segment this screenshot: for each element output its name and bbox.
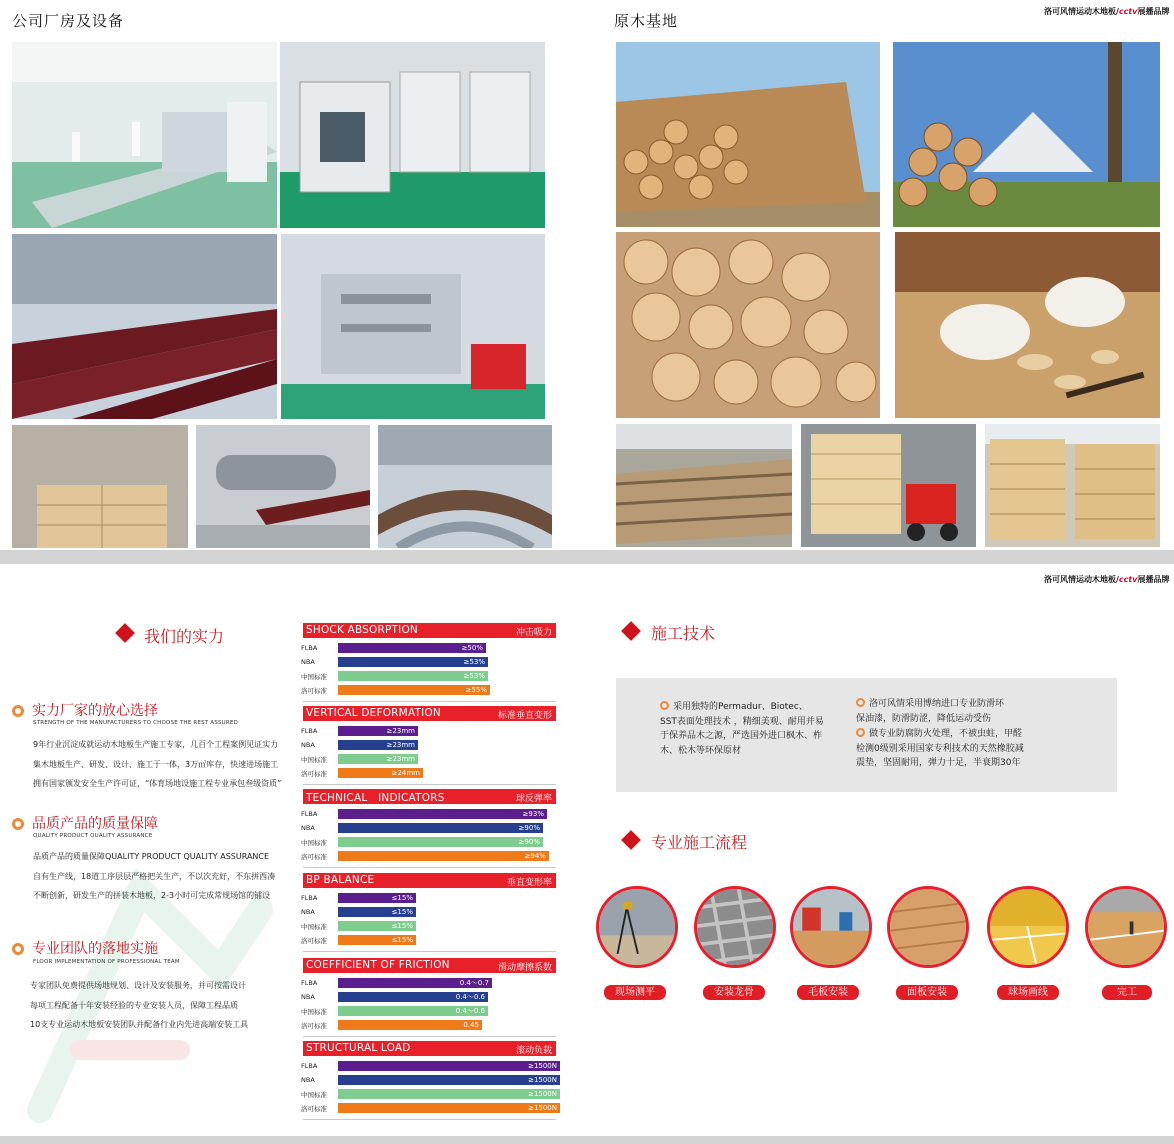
- indicator-bar-value: ≤15%: [391, 936, 413, 944]
- indicator-title-en: TECHNICAL INDICATORS: [306, 792, 445, 804]
- factory-photo-floor-boards: [12, 234, 277, 419]
- brand-tag: 展播品牌: [1137, 575, 1170, 584]
- indicator-bar-value: ≤15%: [391, 908, 413, 916]
- indicator-panel-header: [303, 706, 556, 721]
- indicator-bar-value: 0.4～0.7: [459, 979, 489, 987]
- indicator-row-label: NBA: [301, 741, 315, 749]
- strength-item-subtitle: QUALITY PRODUCT QUALITY ASSURANCE: [33, 833, 153, 839]
- indicator-panel-header: [303, 789, 556, 804]
- indicator-title-zh: 标准垂直变形: [497, 711, 552, 721]
- indicator-bar-value: ≤15%: [391, 894, 413, 902]
- indicator-panel-header: [303, 958, 556, 973]
- indicator-bar: [338, 740, 418, 750]
- timber-photo-log-pile: [616, 424, 792, 547]
- brand-tag: 展播品牌: [1137, 7, 1170, 16]
- ring-bullet-icon: [856, 728, 865, 737]
- strength-item-line: 10支专业运动木地板安装团队并配备行业内先进高端安装工具: [30, 1020, 249, 1029]
- process-step-label: 球场画线: [997, 985, 1059, 1000]
- diamond-bullet-icon: [115, 623, 135, 643]
- indicator-bar: [338, 726, 418, 736]
- indicator-bar: [338, 657, 488, 667]
- strength-item-line: 品质产品的质量保障QUALITY PRODUCT QUALITY ASSURANCE: [33, 852, 270, 861]
- indicator-bar-value: ≥1500N: [528, 1076, 557, 1084]
- cctv-logo: cctv: [1118, 575, 1138, 584]
- indicator-bar: [338, 837, 543, 847]
- indicator-bar-value: ≥90%: [518, 824, 540, 832]
- indicator-row-label: NBA: [301, 908, 315, 916]
- indicator-panel-divider: [303, 784, 556, 785]
- brand-name: 洛可风情运动木地板/: [1044, 575, 1119, 584]
- indicator-row-label: 洛可标准: [301, 1105, 327, 1113]
- indicator-panel-divider: [303, 867, 556, 868]
- indicator-row-label: NBA: [301, 993, 315, 1001]
- strength-item-line: 专家团队免费提供场地规划、设计及安装服务，并可按需设计: [30, 981, 246, 990]
- page-divider-band: [0, 550, 1174, 564]
- technology-line: 保油漆，防滑防涩，降低运动受伤: [856, 713, 992, 724]
- indicator-title-en: STRUCTURAL LOAD: [306, 1042, 411, 1054]
- indicator-bar-value: ≥50%: [461, 644, 483, 652]
- technology-line: 检测0级别采用国家专利技术的天然橡胶减: [856, 743, 1024, 754]
- process-step-label: 现场测平: [604, 985, 666, 1000]
- ring-bullet-icon: [12, 818, 24, 830]
- indicator-title-zh: 滑动摩擦系数: [497, 963, 552, 973]
- technology-right-text: [856, 697, 1056, 771]
- indicator-bar: [338, 1061, 560, 1071]
- strength-heading: 我们的实力: [144, 627, 225, 646]
- diamond-bullet-icon: [621, 830, 641, 850]
- indicator-panel-divider: [303, 701, 556, 702]
- indicator-title-zh: 球反弹率: [515, 794, 552, 804]
- indicator-bar: [338, 921, 416, 931]
- indicator-panel-header: [303, 1041, 556, 1056]
- indicator-bar-value: 0.4～0.6: [455, 993, 485, 1001]
- page-footer-band: [0, 1136, 1174, 1144]
- strength-item-line: 9年行业沉淀成就运动木地板生产施工专家，几百个工程案例见证实力: [33, 740, 279, 749]
- factory-photo-assembly-line: [12, 42, 277, 228]
- indicator-row-label: 中国标准: [301, 839, 327, 847]
- indicator-bar: [338, 1006, 488, 1016]
- process-step-photo-leveling: [596, 886, 678, 968]
- indicator-bar: [338, 907, 416, 917]
- strength-item-subtitle: FLOOR IMPLEMENTATION OF PROFESSIONAL TEAM: [33, 959, 180, 965]
- indicator-panel-divider: [303, 1036, 556, 1037]
- strength-item-line: 不断创新，研发生产的拼装木地板，2-3小时可完成常规场馆的铺设: [33, 891, 271, 900]
- indicator-row-label: 洛可标准: [301, 937, 327, 945]
- timber-section-title: 原木基地: [614, 12, 679, 30]
- indicator-bar: [338, 893, 416, 903]
- indicator-title-zh: 冲击吸力: [515, 628, 552, 638]
- technology-description-box: [616, 678, 1117, 792]
- indicator-row-label: 洛可标准: [301, 853, 327, 861]
- indicator-panel-header: [303, 873, 556, 888]
- indicator-row-label: 中国标准: [301, 1008, 327, 1016]
- cctv-logo: cctv: [1118, 7, 1138, 16]
- indicator-bar: [338, 643, 486, 653]
- indicator-bar-value: ≥53%: [463, 672, 485, 680]
- indicator-bar: [338, 1020, 482, 1030]
- ring-bullet-icon: [12, 943, 24, 955]
- indicator-title-en: SHOCK ABSORPTION: [306, 624, 418, 636]
- factory-photo-coating-line: [281, 234, 545, 419]
- process-step-photo-completed: [1085, 886, 1167, 968]
- strength-item-title: 专业团队的落地实施: [32, 941, 158, 957]
- ring-bullet-icon: [12, 705, 24, 717]
- indicator-row-label: 洛可标准: [301, 1022, 327, 1030]
- indicator-bar: [338, 685, 490, 695]
- ring-bullet-icon: [660, 701, 669, 710]
- indicator-bar-value: ≥90%: [518, 838, 540, 846]
- process-heading: 专业施工流程: [651, 833, 748, 852]
- indicator-row-label: NBA: [301, 1076, 315, 1084]
- indicator-bar-value: ≥1500N: [528, 1104, 557, 1112]
- indicator-row-label: NBA: [301, 658, 315, 666]
- factory-photo-warehouse: [12, 425, 188, 548]
- indicator-row-label: NBA: [301, 824, 315, 832]
- technology-line: 木、松木等环保原材: [660, 745, 742, 756]
- process-step-label: 安装龙骨: [703, 985, 765, 1000]
- indicator-bar: [338, 768, 423, 778]
- technology-line: 采用独特的Permadur、Biotec、: [660, 700, 870, 715]
- indicator-bar-value: 0.4～0.6: [455, 1007, 485, 1015]
- diamond-bullet-icon: [621, 621, 641, 641]
- indicator-bar-value: ≥23mm: [386, 727, 415, 735]
- indicator-bar: [338, 935, 416, 945]
- indicator-row-label: 中国标准: [301, 1091, 327, 1099]
- brand-name: 洛可风情运动木地板/: [1044, 7, 1119, 16]
- indicator-title-zh: 垂直变形率: [506, 878, 552, 888]
- factory-photo-conveyor: [378, 425, 552, 548]
- indicator-bar: [338, 1089, 560, 1099]
- indicator-panel-header: [303, 623, 556, 638]
- technology-left-text: [660, 700, 870, 758]
- indicator-row-label: 洛可标准: [301, 687, 327, 695]
- technology-line: 于保养品木之源，严选国外进口枫木、柞: [660, 731, 823, 741]
- indicator-row-label: FLBA: [301, 979, 318, 987]
- indicator-bar: [338, 851, 549, 861]
- process-step-photo-court-lines: [987, 886, 1069, 968]
- strength-item-subtitle: STRENGTH OF THE MANUFACTURERS TO CHOOSE THE REST ASSURED: [33, 720, 238, 726]
- timber-photo-forklift: [801, 424, 976, 547]
- indicator-bar: [338, 1103, 560, 1113]
- process-step-label: 面板安装: [896, 985, 958, 1000]
- indicator-bar-value: ≤15%: [391, 922, 413, 930]
- strength-item-line: 集木地板生产、研发、设计、施工于一体，3万㎡库存，快速进场施工: [33, 760, 279, 769]
- indicator-row-label: FLBA: [301, 810, 318, 818]
- indicator-row-label: 洛可标准: [301, 770, 327, 778]
- indicator-bar-value: ≥24mm: [391, 769, 420, 777]
- factory-photo-roller-machine: [196, 425, 370, 548]
- process-step-label: 完工: [1102, 985, 1152, 1000]
- indicator-bar: [338, 978, 492, 988]
- process-step-photo-panel: [887, 886, 969, 968]
- strength-item-line: 每项工程配备十年安装经验的专业安装人员，保障工程品质: [30, 1001, 238, 1010]
- indicator-bar-value: ≥1500N: [528, 1062, 557, 1070]
- indicator-row-label: 中国标准: [301, 673, 327, 681]
- technology-heading: 施工技术: [651, 624, 716, 643]
- indicator-bar-value: ≥53%: [463, 658, 485, 666]
- indicator-row-label: 中国标准: [301, 923, 327, 931]
- indicator-panel-divider: [303, 1119, 556, 1120]
- indicator-title-en: BP BALANCE: [306, 874, 375, 886]
- indicator-panel-divider: [303, 951, 556, 952]
- process-step-photo-subfloor: [790, 886, 872, 968]
- process-step-photo-keel: [694, 886, 776, 968]
- indicator-bar: [338, 809, 547, 819]
- strength-item-title: 品质产品的质量保障: [32, 816, 158, 832]
- indicator-bar-value: ≥93%: [522, 810, 544, 818]
- technology-line: 震垫，坚固耐用，弹力十足，半衰期30年: [856, 758, 1021, 768]
- technology-line: 洛可风情采用博纳进口专业防滑环: [856, 697, 1056, 712]
- timber-photo-woodcarving: [895, 232, 1160, 418]
- indicator-bar-value: ≥23mm: [386, 755, 415, 763]
- indicator-bar-value: ≥23mm: [386, 741, 415, 749]
- indicator-title-en: VERTICAL DEFORMATION: [306, 707, 441, 719]
- indicator-row-label: FLBA: [301, 1062, 318, 1070]
- indicator-row-label: 中国标准: [301, 756, 327, 764]
- indicator-row-label: FLBA: [301, 644, 318, 652]
- technology-line: 做专业防腐防火处理，不被虫蛀，甲醛: [856, 727, 1056, 742]
- indicator-bar: [338, 1075, 560, 1085]
- factory-photo-equipment-cabinets: [280, 42, 545, 228]
- indicator-title-zh: 滚动负载: [515, 1046, 552, 1056]
- brand-header-bottom: [1044, 574, 1169, 585]
- indicator-bar-value: ≥1500N: [528, 1090, 557, 1098]
- timber-photo-lumber-stacks: [985, 424, 1160, 547]
- technology-line: SST表面处理技术 ，精细美观、耐用并易: [660, 716, 824, 727]
- indicator-row-label: FLBA: [301, 894, 318, 902]
- timber-photo-mountain-logs: [893, 42, 1160, 227]
- strength-item-line: 自有生产线，18道工序层层严格把关生产，不以次充好，不东拼西凑: [33, 872, 276, 881]
- strength-item-line: 拥有国家颁发安全生产许可证，“体育场地设施工程专业承包叁级资质”: [33, 779, 282, 788]
- strength-item-title: 实力厂家的放心选择: [32, 703, 158, 719]
- indicator-bar: [338, 671, 488, 681]
- indicator-bar-value: ≥55%: [465, 686, 487, 694]
- indicator-bar: [338, 823, 543, 833]
- indicator-bar: [338, 754, 418, 764]
- timber-photo-log-stack: [616, 42, 880, 227]
- indicator-title-en: COEFFICIENT OF FRICTION: [306, 959, 450, 971]
- factory-section-title: 公司厂房及设备: [12, 12, 125, 30]
- timber-photo-log-ends: [616, 232, 880, 418]
- indicator-row-label: FLBA: [301, 727, 318, 735]
- ring-bullet-icon: [856, 698, 865, 707]
- brand-header-top: [1044, 6, 1169, 17]
- indicator-bar-value: 0.45: [463, 1021, 479, 1029]
- indicator-bar-value: ≥94%: [524, 852, 546, 860]
- process-step-label: 毛板安装: [797, 985, 859, 1000]
- indicator-bar: [338, 992, 488, 1002]
